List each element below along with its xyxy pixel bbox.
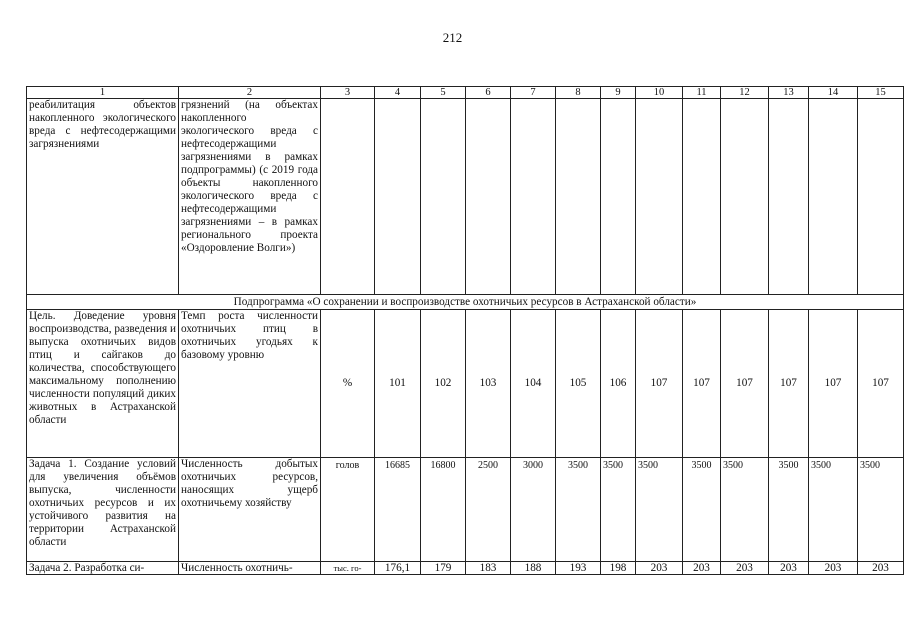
- value-cell: [511, 99, 556, 295]
- value-cell: 3500: [721, 458, 769, 562]
- value-cell: [809, 99, 858, 295]
- unit-cell: %: [321, 310, 375, 458]
- table-row: [27, 310, 904, 458]
- header-cell: 11: [683, 87, 721, 99]
- value-cell: 3500: [858, 458, 904, 562]
- table-row: [27, 562, 904, 575]
- indicator-cell: Численность добытых охотничьих ресурсов, наносящих ущерб охотничьему хозяйству: [179, 458, 321, 562]
- value-cell: 203: [683, 562, 721, 575]
- task-cell: Задача 2. Разработка си-: [27, 562, 179, 575]
- value-cell: 3000: [511, 458, 556, 562]
- value-cell: 188: [511, 562, 556, 575]
- value-cell: 107: [858, 310, 904, 458]
- indicators-table: [26, 86, 904, 575]
- indicator-cell: грязнений (на объектах накопленного экологического вреда с нефтесодержащими загрязнениями в рамках подпрограммы) (с 2019 года объекты накопленного экологического вреда с нефтесодержащими загрязнениями – в рамках регионального проекта «Оздоровление Волги»): [179, 99, 321, 295]
- value-cell: 3500: [683, 458, 721, 562]
- value-cell: 2500: [466, 458, 511, 562]
- value-cell: [556, 99, 601, 295]
- value-cell: 106: [601, 310, 636, 458]
- goal-cell: Цель. Доведение уровня воспроизводства, разведения и выпуска охотничьих видов птиц и сайгаков до количества, способствующего максимальному пополнению численности популяций диких животных в Астраханской области: [27, 310, 179, 458]
- header-cell: 3: [321, 87, 375, 99]
- task-cell: Задача 1. Создание условий для увеличения объёмов выпуска, численности охотничьих ресурсов и их устойчивого развития на территории Астраханской области: [27, 458, 179, 562]
- value-cell: 203: [809, 562, 858, 575]
- unit-cell: [321, 99, 375, 295]
- value-cell: 107: [636, 310, 683, 458]
- unit-cell: голов: [321, 458, 375, 562]
- value-cell: 107: [721, 310, 769, 458]
- value-cell: 16685: [375, 458, 421, 562]
- header-cell: 15: [858, 87, 904, 99]
- value-cell: [858, 99, 904, 295]
- value-cell: [769, 99, 809, 295]
- value-cell: 16800: [421, 458, 466, 562]
- goal-cell: реабилитация объектов накопленного экологического вреда с нефтесодержащими загрязнениями: [27, 99, 179, 295]
- subprogram-title: Подпрограмма «О сохранении и воспроизводстве охотничьих ресурсов в Астраханской области»: [27, 295, 904, 310]
- value-cell: 176,1: [375, 562, 421, 575]
- value-cell: [683, 99, 721, 295]
- value-cell: 107: [769, 310, 809, 458]
- value-cell: 103: [466, 310, 511, 458]
- header-cell: 8: [556, 87, 601, 99]
- value-cell: [601, 99, 636, 295]
- value-cell: [375, 99, 421, 295]
- value-cell: 193: [556, 562, 601, 575]
- value-cell: 3500: [769, 458, 809, 562]
- indicator-cell: Темп роста численности охотничьих птиц в охотничьих угодьях к базовому уровню: [179, 310, 321, 458]
- value-cell: 104: [511, 310, 556, 458]
- value-cell: 203: [636, 562, 683, 575]
- unit-cell: тыс. го-: [321, 562, 375, 575]
- value-cell: 3500: [556, 458, 601, 562]
- value-cell: 179: [421, 562, 466, 575]
- value-cell: 101: [375, 310, 421, 458]
- value-cell: 203: [769, 562, 809, 575]
- value-cell: 3500: [809, 458, 858, 562]
- header-cell: 10: [636, 87, 683, 99]
- value-cell: 203: [721, 562, 769, 575]
- table-header-row: [27, 87, 904, 99]
- table-row: [27, 458, 904, 562]
- header-cell: 9: [601, 87, 636, 99]
- value-cell: 198: [601, 562, 636, 575]
- value-cell: [421, 99, 466, 295]
- value-cell: [466, 99, 511, 295]
- value-cell: [636, 99, 683, 295]
- header-cell: 6: [466, 87, 511, 99]
- indicator-cell: Численность охотничь-: [179, 562, 321, 575]
- value-cell: 3500: [601, 458, 636, 562]
- header-cell: 1: [27, 87, 179, 99]
- subprogram-row: [27, 295, 904, 310]
- value-cell: 102: [421, 310, 466, 458]
- header-cell: 14: [809, 87, 858, 99]
- value-cell: 203: [858, 562, 904, 575]
- header-cell: 4: [375, 87, 421, 99]
- value-cell: 107: [809, 310, 858, 458]
- value-cell: 107: [683, 310, 721, 458]
- table-row: [27, 99, 904, 295]
- value-cell: 3500: [636, 458, 683, 562]
- header-cell: 2: [179, 87, 321, 99]
- page-number: 212: [442, 30, 463, 45]
- header-cell: 5: [421, 87, 466, 99]
- value-cell: [721, 99, 769, 295]
- header-cell: 7: [511, 87, 556, 99]
- value-cell: 105: [556, 310, 601, 458]
- value-cell: 183: [466, 562, 511, 575]
- header-cell: 12: [721, 87, 769, 99]
- header-cell: 13: [769, 87, 809, 99]
